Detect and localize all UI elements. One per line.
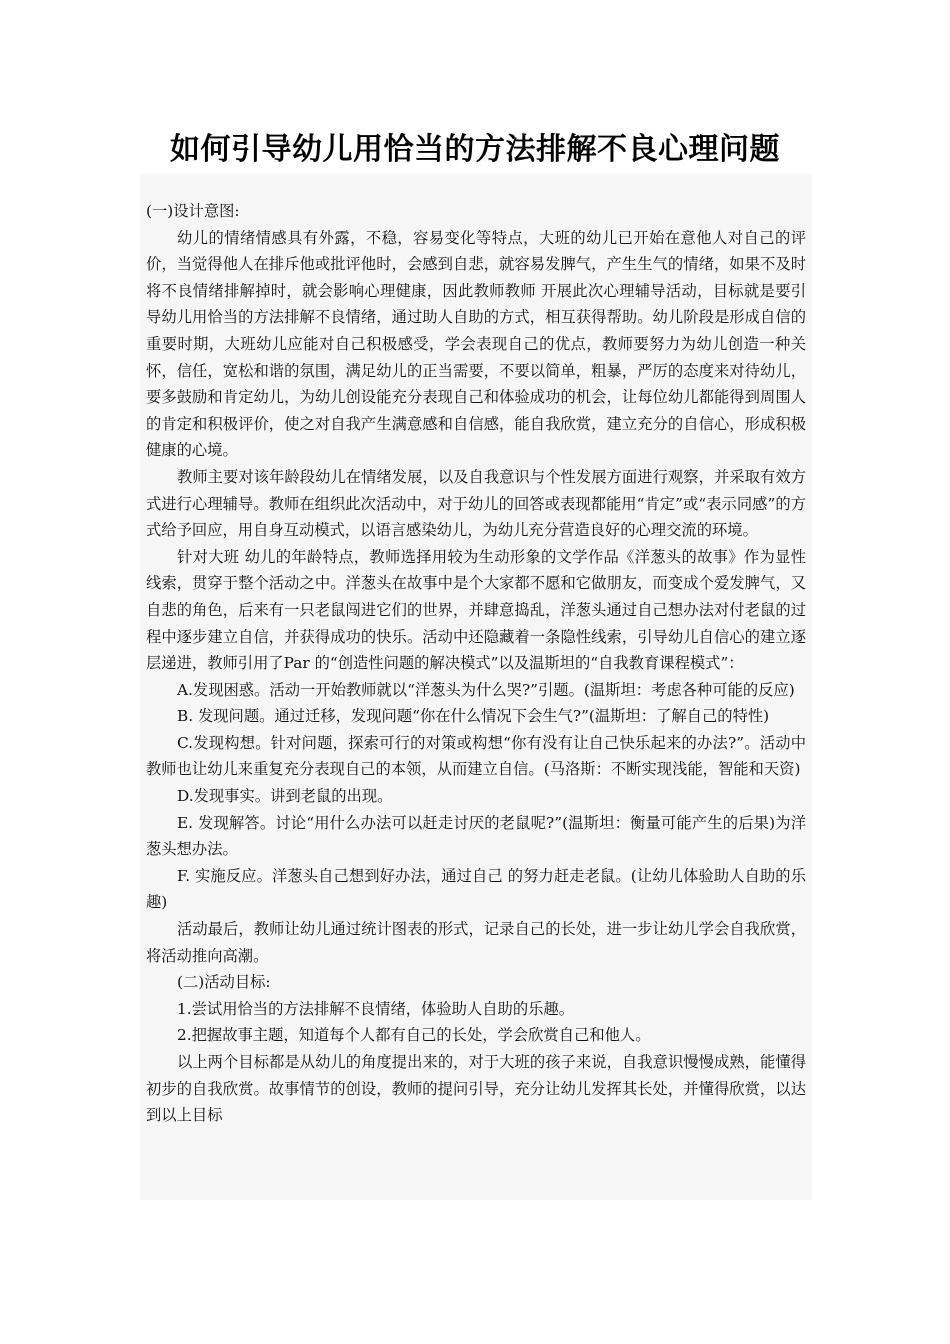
paragraph: 活动最后，教师让幼儿通过统计图表的形式，记录自己的长处，进一步让幼儿学会自我欣赏，将活动推向高潮。 [146, 920, 806, 965]
list-item: F. 实施反应。洋葱头自己想到好办法，通过自己 的努力赶走老鼠。(让幼儿体验助人自助的乐趣) [146, 866, 806, 912]
list-item: A.发现困惑。活动一开始教师就以“洋葱头为什么哭?”引题。(温斯坦：考虑各种可能的反应) [177, 680, 795, 699]
list-item: D.发现事实。讲到老鼠的出现。 [177, 787, 393, 806]
list-item: 1.尝试用恰当的方法排解不良情绪，体验助人自助的乐趣。 [177, 999, 575, 1018]
list-item: E. 发现解答。讨论“用什么办法可以赶走讨厌的老鼠呢?”(温斯坦：衡量可能产生的后果)为洋葱头想办法。 [146, 813, 806, 859]
paragraph: 以上两个目标都是从幼儿的角度提出来的，对于大班的孩子来说，自我意识慢慢成熟，能懂得初步的自我欣赏。故事情节的创设，教师的提问引导，充分让幼儿发挥其长处，并懂得欣赏，以达到以上目标 [146, 1053, 806, 1125]
paragraph: 幼儿的情绪情感具有外露，不稳，容易变化等特点，大班的幼儿已开始在意他人对自己的评价，当觉得他人在排斥他或批评他时，会感到自悲，就容易发脾气，产生生气的情绪，如果不及时将不良情绪排解掉时，就会影响心理健康，因此教师教师 开展此次心理辅导活动，目标就是要引导幼儿用恰当的方法排解不良情绪，通过助人自助的方式，相互获得帮助。幼儿阶段是形成自信的重要时期，大班幼儿应能对自己积极感受，学会表现自己的优点，教师要努力为幼儿创造一种关怀，信任，宽松和谐的氛围，满足幼儿的正当需要，不要以简单，粗暴，严厉的态度来对待幼儿，要多鼓励和肯定幼儿，为幼儿创设能充分表现自己和体验成功的机会，让每位幼儿都能得到周围人的肯定和积极评价，使之对自我产生满意感和自信感，能自我欣赏，建立充分的自信心，形成积极健康的心境。 [146, 228, 806, 460]
list-item: 2.把握故事主题，知道每个人都有自己的长处，学会欣赏自己和他人。 [177, 1026, 651, 1045]
section-heading-design-intent: (一)设计意图: [146, 202, 240, 220]
document-body [140, 174, 812, 1200]
section-heading-activity-goals: (二)活动目标: [177, 973, 271, 992]
list-item: C.发现构想。针对问题，探索可行的对策或构想“你有没有让自己快乐起来的办法?”。活动中教师也让幼儿来重复充分表现自己的本领，从而建立自信。(马洛斯：不断实现浅能，智能和天资) [146, 733, 806, 779]
list-item: B. 发现问题。通过迁移，发现问题“你在什么情况下会生气?”(温斯坦：了解自己的特性) [177, 707, 770, 726]
paragraph: 教师主要对该年龄段幼儿在情绪发展，以及自我意识与个性发展方面进行观察，并采取有效方式进行心理辅导。教师在组织此次活动中，对于幼儿的回答或表现都能用“肯定”或“表示同感”的方式给予回应，用自身互动模式，以语言感染幼儿，为幼儿充分营造良好的心理交流的环境。 [146, 467, 806, 540]
page-title: 如何引导幼儿用恰当的方法排解不良心理问题 [170, 132, 780, 167]
paragraph: 针对大班 幼儿的年龄特点，教师选择用较为生动形象的文学作品《洋葱头的故事》作为显性线索，贯穿于整个活动之中。洋葱头在故事中是个大家都不愿和它做朋友，而变成个爱发脾气，又自悲的角色，后来有一只老鼠闯进它们的世界，并肆意捣乱，洋葱头通过自己想办法对付老鼠的过程中逐步建立自信，并获得成功的快乐。活动中还隐藏着一条隐性线索，引导幼儿自信心的建立逐层递进，教师引用了Par 的“创造性问题的解决模式”以及温斯坦的“自我教育课程模式”： [146, 547, 806, 673]
